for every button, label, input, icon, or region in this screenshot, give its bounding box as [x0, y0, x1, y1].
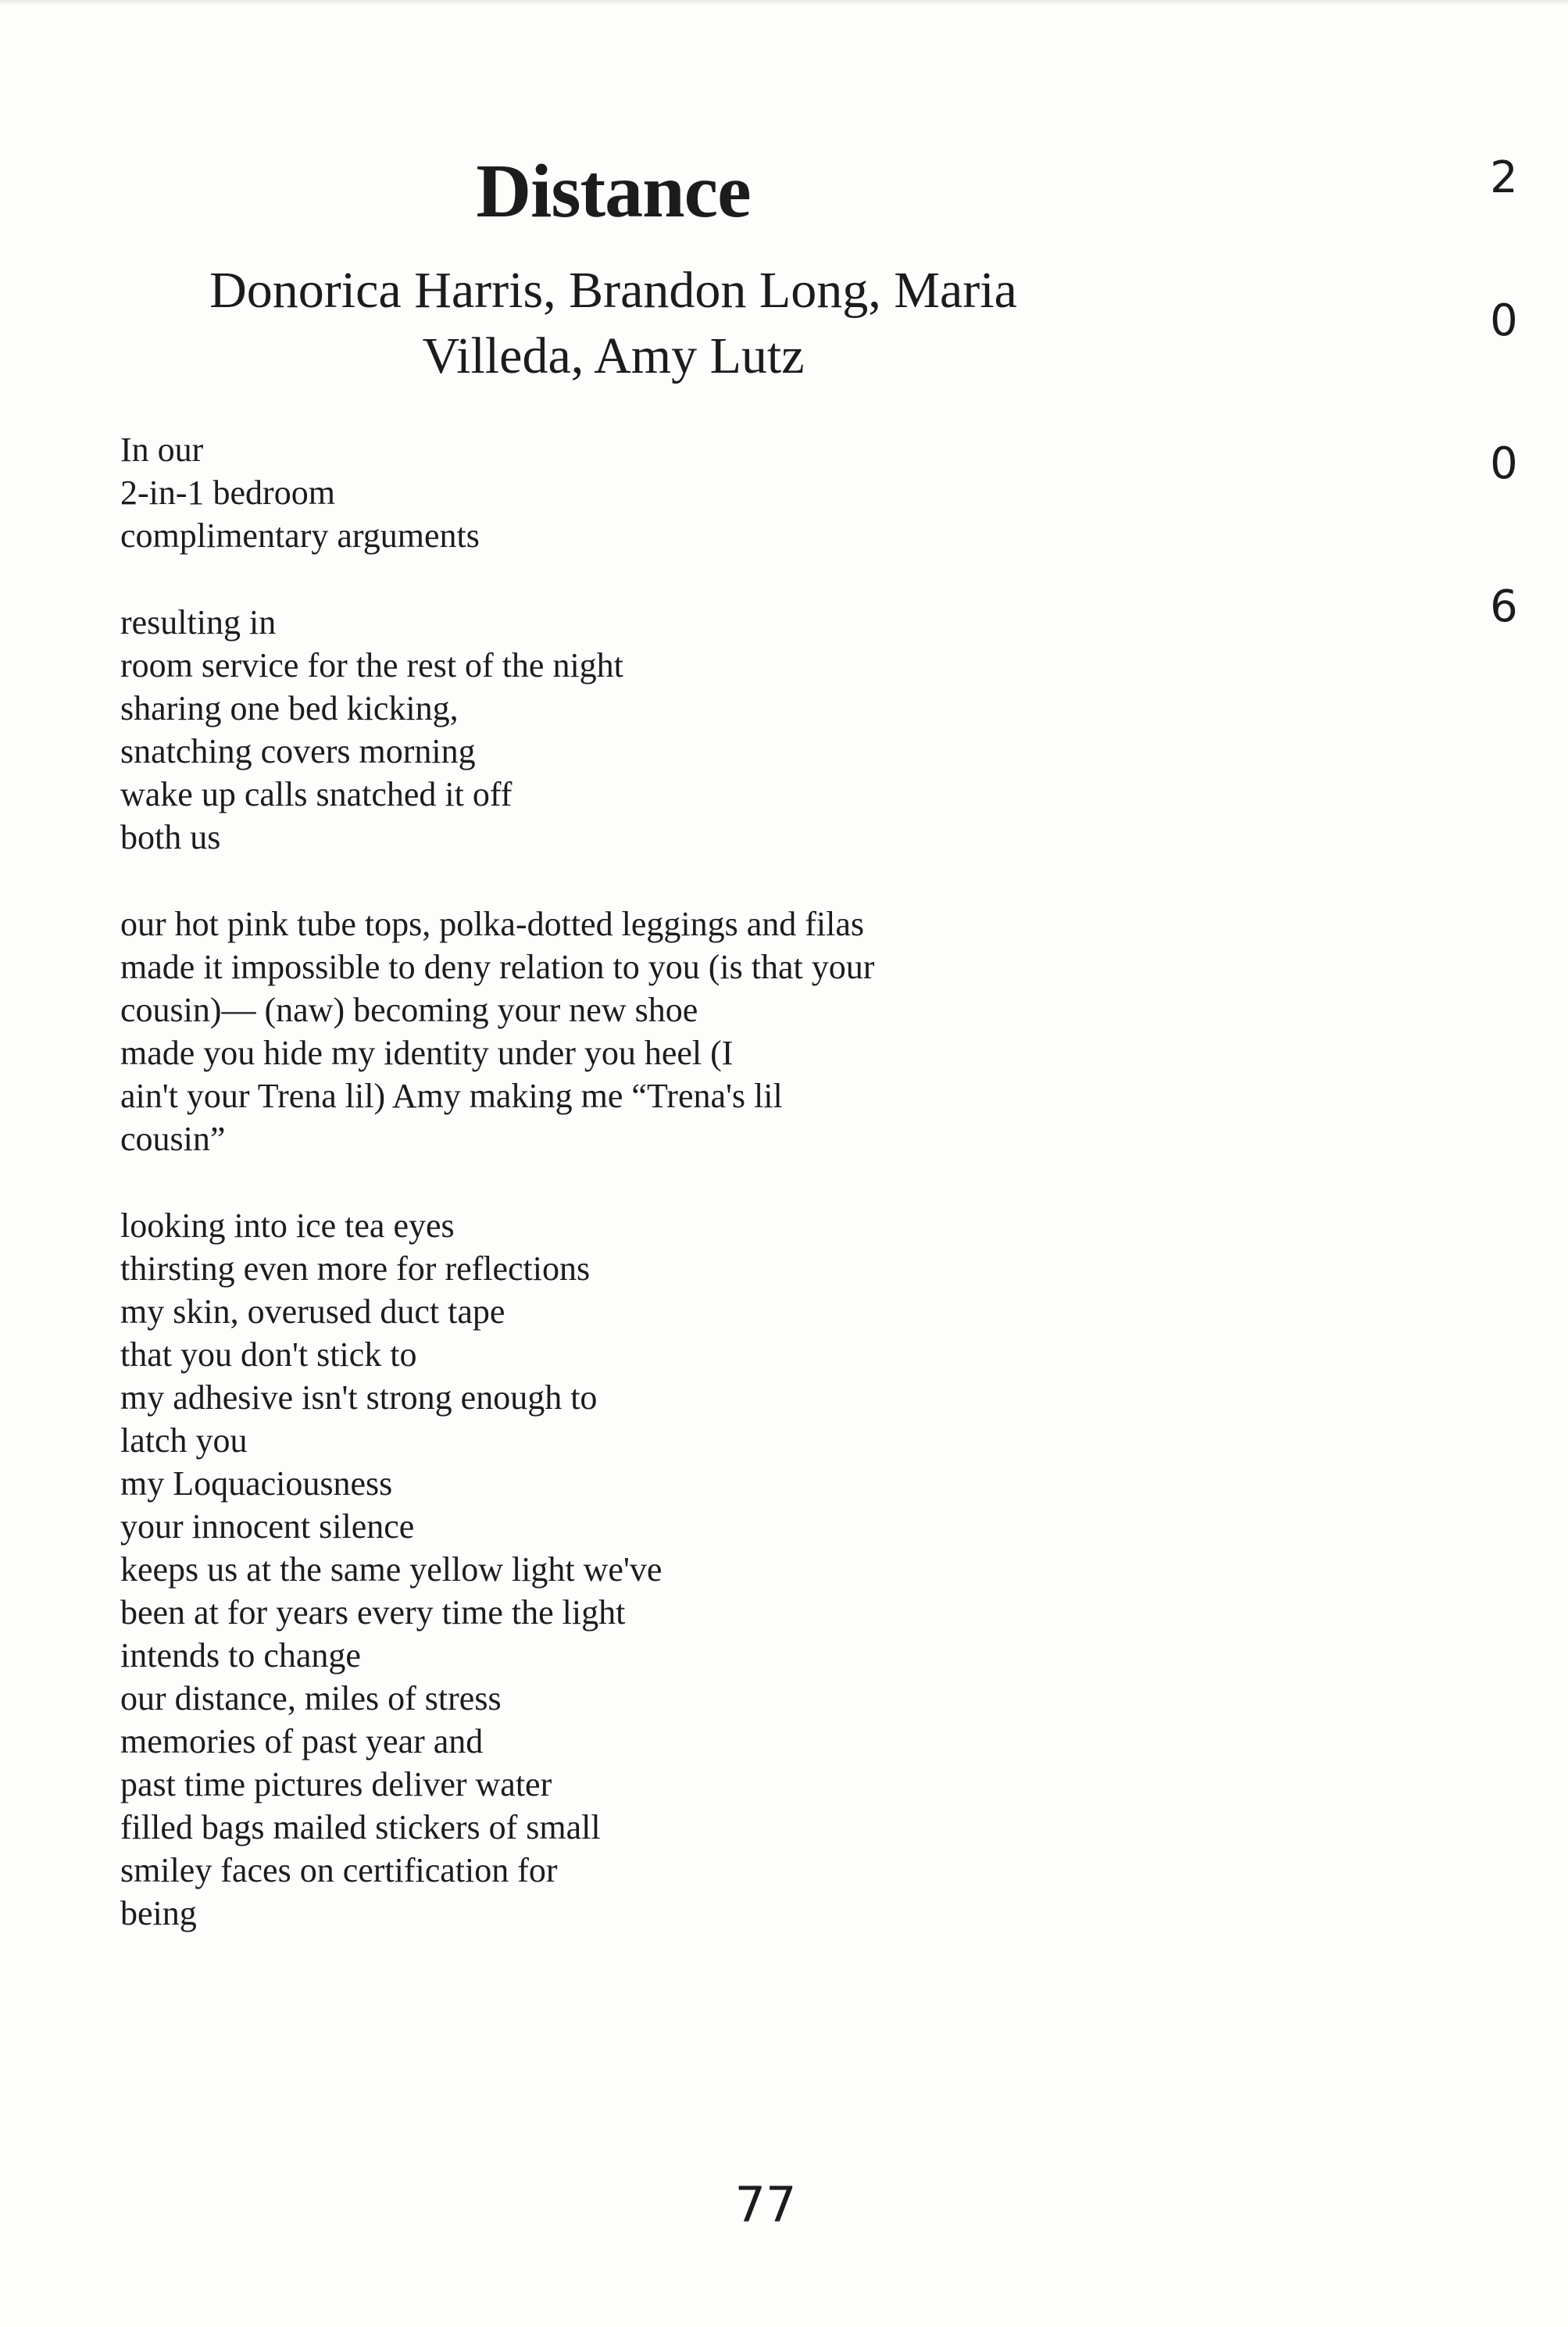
poem-line: cousin”	[120, 1120, 226, 1158]
poem-stanza	[120, 601, 1097, 859]
poem-line: complimentary arguments	[120, 517, 480, 555]
poem-body	[120, 428, 1097, 1978]
poem-line: ain't your Trena lil) Amy making me “Trena's lil	[120, 1077, 783, 1115]
poem-line: latch you	[120, 1421, 248, 1460]
poem-line: keeps us at the same yellow light we've	[120, 1550, 663, 1589]
poem-authors	[117, 258, 1109, 389]
poem-line: wake up calls snatched it off	[120, 775, 513, 813]
poem-title: Distance	[476, 149, 751, 234]
authors-line-2: Villeda, Amy Lutz	[422, 327, 805, 384]
poem-line: 2-in-1 bedroom	[120, 474, 335, 512]
poem-line: smiley faces on certification for	[120, 1851, 558, 1889]
poem-stanza	[120, 903, 1097, 1160]
year-digit: 2	[1490, 152, 1518, 203]
poem-line: snatching covers morning	[120, 732, 476, 770]
poem-line: our hot pink tube tops, polka-dotted leggings and filas	[120, 905, 864, 943]
poem-stanza	[120, 428, 1097, 557]
poem-stanza	[120, 1204, 1097, 1935]
poem-line: been at for years every time the light	[120, 1593, 626, 1632]
poem-line: looking into ice tea eyes	[120, 1206, 455, 1245]
poem-line: resulting in	[120, 603, 277, 642]
poem-line: intends to change	[120, 1636, 361, 1675]
poem-line: my adhesive isn't strong enough to	[120, 1378, 598, 1417]
year-marker	[1473, 152, 1535, 728]
page-number: 77	[734, 2176, 797, 2233]
poem-line: both us	[120, 818, 221, 856]
poem-line: room service for the rest of the night	[120, 646, 623, 685]
poem-line: that you don't stick to	[120, 1335, 417, 1374]
poem-line: past time pictures deliver water	[120, 1765, 552, 1803]
page-top-edge	[0, 0, 1568, 5]
authors-line-1: Donorica Harris, Brandon Long, Maria	[209, 262, 1017, 319]
poem-line: our distance, miles of stress	[120, 1679, 502, 1718]
year-digit: 0	[1490, 438, 1518, 489]
year-digit: 6	[1490, 581, 1518, 632]
poem-line: cousin)— (naw) becoming your new shoe	[120, 991, 698, 1029]
poem-line: my Loquaciousness	[120, 1464, 393, 1503]
year-digit: 0	[1490, 295, 1518, 346]
poem-line: memories of past year and	[120, 1722, 484, 1760]
poem-line: sharing one bed kicking,	[120, 689, 459, 727]
poem-line: In our	[120, 431, 204, 469]
poem-line: made you hide my identity under you heel (I	[120, 1034, 734, 1072]
poem-line: thirsting even more for reflections	[120, 1249, 591, 1288]
poem-line: your innocent silence	[120, 1507, 415, 1546]
poem-line: made it impossible to deny relation to you (is that your	[120, 948, 875, 986]
poem-line: filled bags mailed stickers of small	[120, 1808, 601, 1846]
poem-line: my skin, overused duct tape	[120, 1292, 505, 1331]
poem-line: being	[120, 1894, 197, 1932]
